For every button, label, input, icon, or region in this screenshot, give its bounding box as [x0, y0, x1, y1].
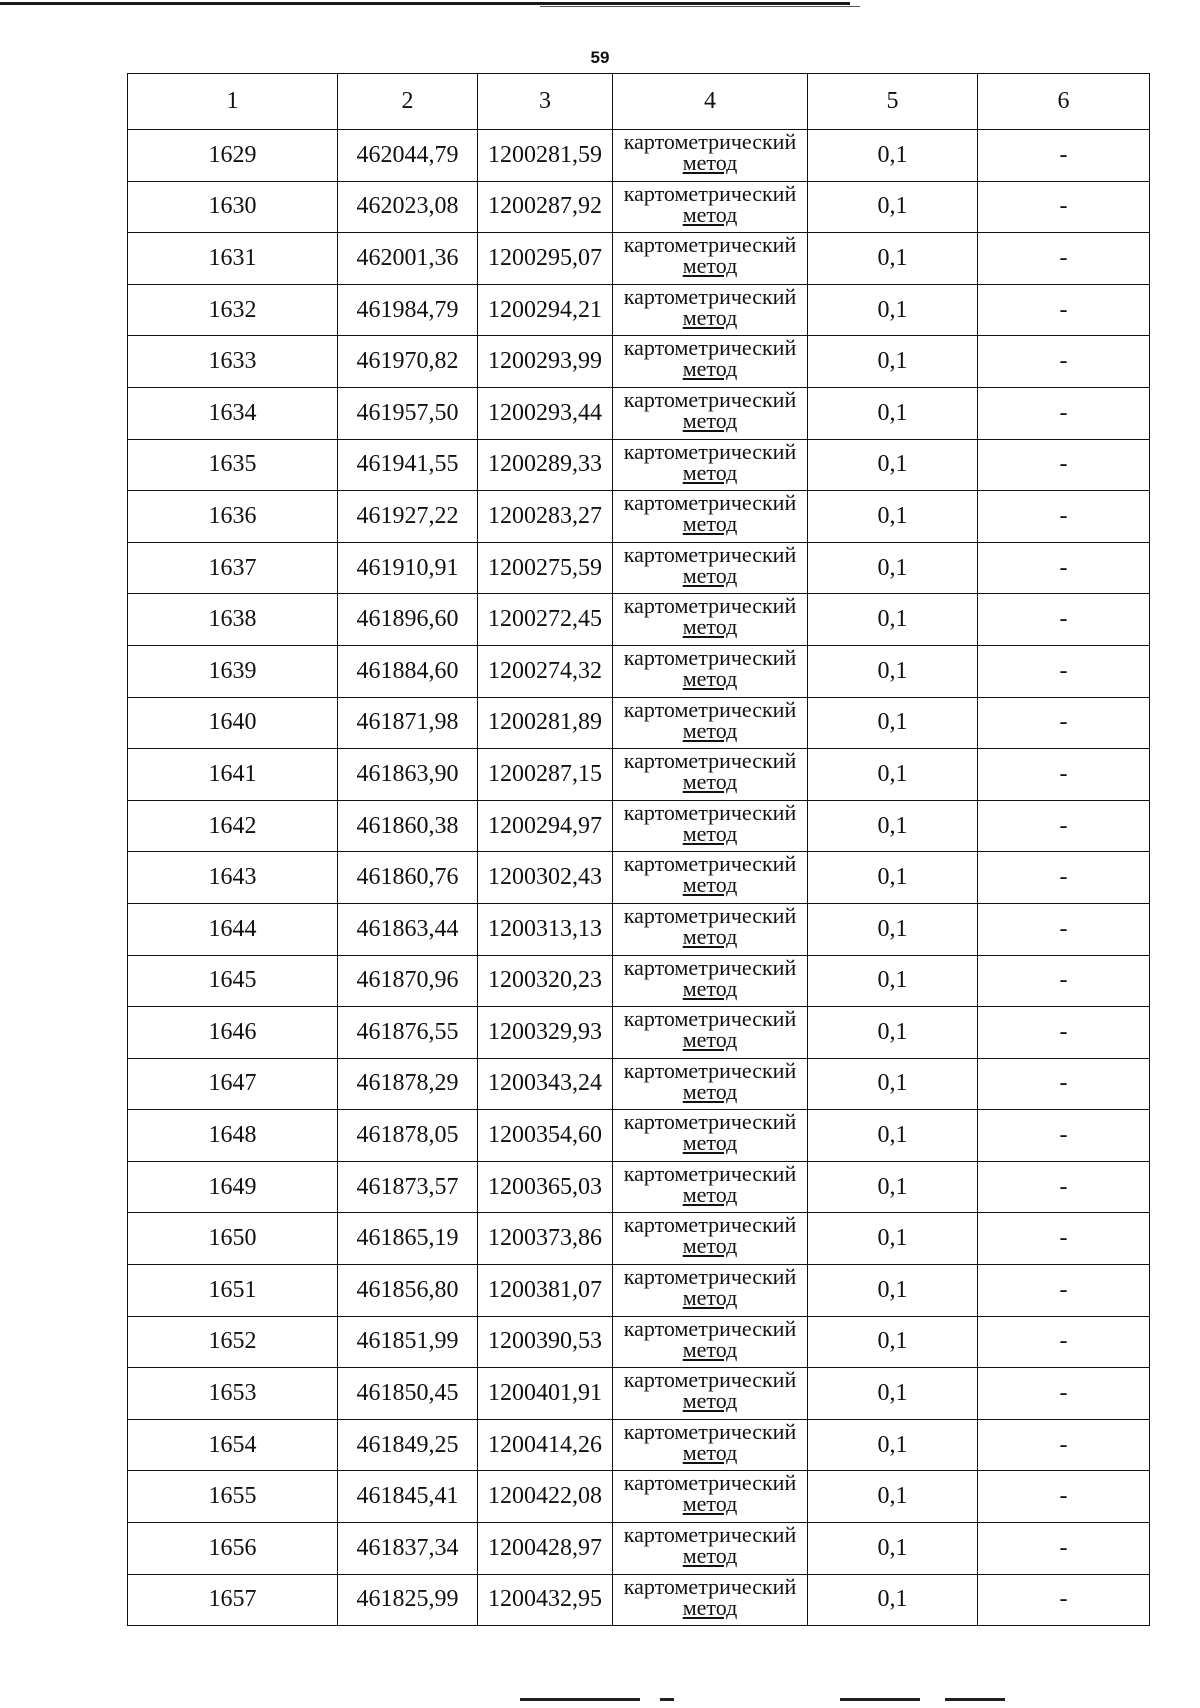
method-text-line2: метод	[682, 872, 738, 898]
table-row	[128, 1574, 1150, 1626]
note-cell: -	[978, 439, 1150, 491]
accuracy-cell: 0,1	[808, 1523, 978, 1575]
table-row	[128, 1471, 1150, 1523]
method-text-line2: метод	[682, 1078, 738, 1104]
table-row	[128, 439, 1150, 491]
method-cell	[613, 1058, 808, 1110]
method-cell	[613, 439, 808, 491]
point-number-cell: 1657	[128, 1574, 338, 1626]
method-text-line1: картометрический	[623, 1058, 797, 1083]
note-cell: -	[978, 852, 1150, 904]
coordinate-x-cell: 461970,82	[338, 336, 478, 388]
method-text-line1: картометрический	[623, 955, 797, 980]
coordinate-x-cell: 461873,57	[338, 1161, 478, 1213]
table-row	[128, 697, 1150, 749]
method-text-line2: метод	[682, 304, 738, 330]
note-cell: -	[978, 903, 1150, 955]
coordinate-x-cell: 461863,44	[338, 903, 478, 955]
point-number-cell: 1647	[128, 1058, 338, 1110]
method-text-line2: метод	[682, 253, 738, 279]
coordinate-x-cell: 461876,55	[338, 1007, 478, 1059]
note-cell: -	[978, 181, 1150, 233]
note-cell: -	[978, 1368, 1150, 1420]
accuracy-cell: 0,1	[808, 1471, 978, 1523]
column-header: 5	[808, 74, 978, 130]
column-header: 6	[978, 74, 1150, 130]
table-row	[128, 181, 1150, 233]
point-number-cell: 1642	[128, 800, 338, 852]
column-header: 1	[128, 74, 338, 130]
table-row	[128, 1368, 1150, 1420]
method-text-line1: картометрический	[623, 284, 797, 309]
method-text-line1: картометрический	[623, 1161, 797, 1186]
accuracy-cell: 0,1	[808, 645, 978, 697]
point-number-cell: 1641	[128, 749, 338, 801]
note-cell: -	[978, 1523, 1150, 1575]
method-text-line1: картометрический	[623, 1367, 797, 1393]
method-text-line2: метод	[682, 1491, 738, 1517]
table-row	[128, 800, 1150, 852]
method-text-line1: картометрический	[623, 1522, 797, 1548]
coordinate-x-cell: 461941,55	[338, 439, 478, 491]
table-row	[128, 1316, 1150, 1368]
scan-edge-mark-bottom	[520, 1698, 640, 1701]
point-number-cell: 1638	[128, 594, 338, 646]
accuracy-cell: 0,1	[808, 749, 978, 801]
method-text-line1: картометрический	[623, 1574, 797, 1599]
method-cell	[613, 233, 808, 285]
accuracy-cell: 0,1	[808, 233, 978, 285]
coordinate-y-cell: 1200354,60	[478, 1110, 613, 1162]
accuracy-cell: 0,1	[808, 284, 978, 336]
table-row	[128, 645, 1150, 697]
coordinate-x-cell: 461871,98	[338, 697, 478, 749]
method-text-line2: метод	[682, 614, 738, 640]
method-cell	[613, 749, 808, 801]
point-number-cell: 1643	[128, 852, 338, 904]
coordinate-x-cell: 461860,38	[338, 800, 478, 852]
coordinate-x-cell: 461910,91	[338, 542, 478, 594]
coordinate-x-cell: 461984,79	[338, 284, 478, 336]
method-text-line2: метод	[682, 1285, 738, 1311]
note-cell: -	[978, 1471, 1150, 1523]
table-row	[128, 1523, 1150, 1575]
method-cell	[613, 1523, 808, 1575]
method-cell	[613, 1161, 808, 1213]
coordinate-y-cell: 1200287,15	[478, 749, 613, 801]
accuracy-cell: 0,1	[808, 181, 978, 233]
method-text-line1: картометрический	[623, 1316, 797, 1341]
point-number-cell: 1639	[128, 645, 338, 697]
coordinate-x-cell: 461860,76	[338, 852, 478, 904]
coordinate-y-cell: 1200302,43	[478, 852, 613, 904]
point-number-cell: 1646	[128, 1007, 338, 1059]
method-text-line1: картометрический	[623, 439, 797, 464]
coordinate-y-cell: 1200293,44	[478, 387, 613, 439]
accuracy-cell: 0,1	[808, 1007, 978, 1059]
method-cell	[613, 1368, 808, 1420]
note-cell: -	[978, 542, 1150, 594]
coordinate-y-cell: 1200275,59	[478, 542, 613, 594]
method-cell	[613, 1110, 808, 1162]
table-row	[128, 749, 1150, 801]
coordinate-x-cell: 461878,29	[338, 1058, 478, 1110]
note-cell: -	[978, 1007, 1150, 1059]
coordinate-y-cell: 1200289,33	[478, 439, 613, 491]
method-text-line1: картометрический	[623, 387, 797, 412]
coordinate-x-cell: 461927,22	[338, 491, 478, 543]
method-cell	[613, 955, 808, 1007]
coordinate-y-cell: 1200365,03	[478, 1161, 613, 1213]
method-cell	[613, 336, 808, 388]
point-number-cell: 1630	[128, 181, 338, 233]
method-text-line1: картометрический	[623, 490, 797, 516]
accuracy-cell: 0,1	[808, 800, 978, 852]
note-cell: -	[978, 1265, 1150, 1317]
note-cell: -	[978, 1058, 1150, 1110]
method-text-line1: картометрический	[623, 1212, 797, 1238]
coordinate-x-cell: 461896,60	[338, 594, 478, 646]
note-cell: -	[978, 955, 1150, 1007]
coordinate-y-cell: 1200293,99	[478, 336, 613, 388]
coordinate-y-cell: 1200274,32	[478, 645, 613, 697]
scan-edge-mark-bottom	[945, 1698, 1005, 1701]
method-text-line1: картометрический	[623, 542, 797, 567]
method-text-line2: метод	[682, 150, 738, 175]
coordinate-x-cell: 461870,96	[338, 955, 478, 1007]
coordinate-x-cell: 461845,41	[338, 1471, 478, 1523]
method-text-line1: картометрический	[623, 1109, 797, 1135]
accuracy-cell: 0,1	[808, 1316, 978, 1368]
method-cell	[613, 697, 808, 749]
column-header: 2	[338, 74, 478, 130]
accuracy-cell: 0,1	[808, 336, 978, 388]
method-text-line2: метод	[682, 975, 738, 1001]
point-number-cell: 1634	[128, 387, 338, 439]
method-cell	[613, 1316, 808, 1368]
accuracy-cell: 0,1	[808, 697, 978, 749]
point-number-cell: 1651	[128, 1265, 338, 1317]
method-text-line2: метод	[682, 820, 738, 846]
table-row	[128, 1007, 1150, 1059]
note-cell: -	[978, 284, 1150, 336]
coordinate-y-cell: 1200390,53	[478, 1316, 613, 1368]
accuracy-cell: 0,1	[808, 491, 978, 543]
table-row	[128, 1213, 1150, 1265]
note-cell: -	[978, 336, 1150, 388]
method-cell	[613, 903, 808, 955]
method-text-line1: картометрический	[623, 181, 797, 206]
method-text-line1: картометрический	[623, 1470, 797, 1496]
method-cell	[613, 284, 808, 336]
method-text-line2: метод	[682, 1336, 738, 1362]
table-row	[128, 491, 1150, 543]
table-row	[128, 284, 1150, 336]
point-number-cell: 1632	[128, 284, 338, 336]
note-cell: -	[978, 1574, 1150, 1626]
point-number-cell: 1645	[128, 955, 338, 1007]
method-cell	[613, 491, 808, 543]
method-text-line1: картометрический	[623, 800, 797, 825]
point-number-cell: 1636	[128, 491, 338, 543]
accuracy-cell: 0,1	[808, 903, 978, 955]
accuracy-cell: 0,1	[808, 1110, 978, 1162]
method-cell	[613, 1574, 808, 1626]
method-text-line2: метод	[682, 1233, 738, 1259]
method-text-line2: метод	[682, 769, 738, 795]
coordinate-y-cell: 1200294,97	[478, 800, 613, 852]
table-row	[128, 903, 1150, 955]
accuracy-cell: 0,1	[808, 1213, 978, 1265]
method-text-line2: метод	[682, 201, 738, 227]
accuracy-cell: 0,1	[808, 1161, 978, 1213]
scan-edge-line-top-thin	[540, 6, 860, 7]
table-row	[128, 1161, 1150, 1213]
accuracy-cell: 0,1	[808, 1058, 978, 1110]
table-row	[128, 955, 1150, 1007]
note-cell: -	[978, 800, 1150, 852]
method-text-line2: метод	[682, 407, 738, 433]
method-cell	[613, 181, 808, 233]
point-number-cell: 1656	[128, 1523, 338, 1575]
method-cell	[613, 387, 808, 439]
method-cell	[613, 1007, 808, 1059]
table-row	[128, 233, 1150, 285]
method-text-line2: метод	[682, 1439, 738, 1465]
coordinate-x-cell: 461957,50	[338, 387, 478, 439]
method-text-line2: метод	[682, 1130, 738, 1156]
method-text-line2: метод	[682, 511, 738, 537]
accuracy-cell: 0,1	[808, 542, 978, 594]
point-number-cell: 1644	[128, 903, 338, 955]
method-cell	[613, 1471, 808, 1523]
coordinate-y-cell: 1200281,89	[478, 697, 613, 749]
method-text-line2: метод	[682, 717, 738, 743]
accuracy-cell: 0,1	[808, 1265, 978, 1317]
table-row	[128, 594, 1150, 646]
coordinate-x-cell: 461825,99	[338, 1574, 478, 1626]
table-row	[128, 387, 1150, 439]
method-cell	[613, 542, 808, 594]
note-cell: -	[978, 387, 1150, 439]
accuracy-cell: 0,1	[808, 439, 978, 491]
method-text-line1: картометрический	[623, 645, 797, 670]
point-number-cell: 1635	[128, 439, 338, 491]
method-text-line1: картометрический	[623, 1006, 797, 1032]
point-number-cell: 1649	[128, 1161, 338, 1213]
column-header: 4	[613, 74, 808, 130]
coordinate-x-cell: 461849,25	[338, 1419, 478, 1471]
point-number-cell: 1653	[128, 1368, 338, 1420]
method-text-line1: картометрический	[623, 593, 797, 619]
point-number-cell: 1631	[128, 233, 338, 285]
method-cell	[613, 1419, 808, 1471]
note-cell: -	[978, 233, 1150, 285]
table-row	[128, 1110, 1150, 1162]
point-number-cell: 1640	[128, 697, 338, 749]
coordinate-y-cell: 1200381,07	[478, 1265, 613, 1317]
method-cell	[613, 852, 808, 904]
method-text-line2: метод	[682, 1543, 738, 1569]
coordinate-y-cell: 1200414,26	[478, 1419, 613, 1471]
accuracy-cell: 0,1	[808, 130, 978, 182]
table-row	[128, 130, 1150, 182]
accuracy-cell: 0,1	[808, 852, 978, 904]
coordinate-x-cell: 461863,90	[338, 749, 478, 801]
method-text-line1: картометрический	[623, 851, 797, 877]
coordinate-x-cell: 461850,45	[338, 1368, 478, 1420]
point-number-cell: 1652	[128, 1316, 338, 1368]
method-cell	[613, 594, 808, 646]
coordinate-y-cell: 1200281,59	[478, 130, 613, 182]
table-row	[128, 1419, 1150, 1471]
table-row	[128, 1058, 1150, 1110]
method-cell	[613, 1213, 808, 1265]
note-cell: -	[978, 749, 1150, 801]
column-header: 3	[478, 74, 613, 130]
point-number-cell: 1648	[128, 1110, 338, 1162]
coordinate-y-cell: 1200422,08	[478, 1471, 613, 1523]
accuracy-cell: 0,1	[808, 1419, 978, 1471]
coordinate-y-cell: 1200313,13	[478, 903, 613, 955]
point-number-cell: 1654	[128, 1419, 338, 1471]
method-text-line2: метод	[682, 562, 738, 588]
note-cell: -	[978, 491, 1150, 543]
note-cell: -	[978, 594, 1150, 646]
point-number-cell: 1637	[128, 542, 338, 594]
coordinate-y-cell: 1200287,92	[478, 181, 613, 233]
coordinate-x-cell: 461865,19	[338, 1213, 478, 1265]
table-row	[128, 542, 1150, 594]
method-text-line2: метод	[682, 1181, 738, 1207]
table-row	[128, 336, 1150, 388]
accuracy-cell: 0,1	[808, 1574, 978, 1626]
scan-edge-line-top	[0, 2, 850, 5]
coordinate-y-cell: 1200343,24	[478, 1058, 613, 1110]
point-number-cell: 1629	[128, 130, 338, 182]
method-text-line2: метод	[682, 356, 738, 382]
scan-edge-mark-bottom	[660, 1698, 674, 1701]
coordinate-y-cell: 1200272,45	[478, 594, 613, 646]
table-row	[128, 852, 1150, 904]
method-text-line1: картометрический	[623, 129, 797, 154]
note-cell: -	[978, 1213, 1150, 1265]
accuracy-cell: 0,1	[808, 594, 978, 646]
note-cell: -	[978, 1419, 1150, 1471]
coordinate-x-cell: 462044,79	[338, 130, 478, 182]
coordinate-y-cell: 1200283,27	[478, 491, 613, 543]
accuracy-cell: 0,1	[808, 1368, 978, 1420]
method-cell	[613, 800, 808, 852]
coordinate-x-cell: 461837,34	[338, 1523, 478, 1575]
method-cell	[613, 1265, 808, 1317]
coordinate-y-cell: 1200329,93	[478, 1007, 613, 1059]
note-cell: -	[978, 645, 1150, 697]
coordinate-x-cell: 461856,80	[338, 1265, 478, 1317]
coordinate-y-cell: 1200295,07	[478, 233, 613, 285]
note-cell: -	[978, 1316, 1150, 1368]
coordinate-y-cell: 1200401,91	[478, 1368, 613, 1420]
method-cell	[613, 645, 808, 697]
method-text-line1: картометрический	[623, 748, 797, 774]
method-text-line1: картометрический	[623, 232, 797, 258]
method-text-line2: метод	[682, 1388, 738, 1414]
method-cell	[613, 130, 808, 182]
method-text-line1: картометрический	[623, 1264, 797, 1290]
note-cell: -	[978, 1161, 1150, 1213]
method-text-line1: картометрический	[623, 335, 797, 361]
method-text-line2: метод	[682, 665, 738, 691]
coordinate-x-cell: 462023,08	[338, 181, 478, 233]
accuracy-cell: 0,1	[808, 955, 978, 1007]
point-number-cell: 1655	[128, 1471, 338, 1523]
method-text-line2: метод	[682, 1027, 738, 1053]
coordinate-x-cell: 461878,05	[338, 1110, 478, 1162]
accuracy-cell: 0,1	[808, 387, 978, 439]
coordinate-x-cell: 461851,99	[338, 1316, 478, 1368]
coordinate-x-cell: 462001,36	[338, 233, 478, 285]
note-cell: -	[978, 697, 1150, 749]
method-text-line2: метод	[682, 923, 738, 949]
note-cell: -	[978, 1110, 1150, 1162]
coordinate-y-cell: 1200432,95	[478, 1574, 613, 1626]
coordinates-table	[127, 73, 1150, 1626]
note-cell: -	[978, 130, 1150, 182]
table-row	[128, 1265, 1150, 1317]
coordinates-table-container	[127, 73, 1149, 1626]
point-number-cell: 1650	[128, 1213, 338, 1265]
method-text-line2: метод	[682, 1594, 738, 1620]
point-number-cell: 1633	[128, 336, 338, 388]
method-text-line1: картометрический	[623, 1419, 797, 1444]
page-number: 59	[590, 48, 610, 67]
method-text-line1: картометрический	[623, 697, 797, 722]
scan-edge-mark-bottom	[840, 1698, 920, 1701]
coordinate-y-cell: 1200428,97	[478, 1523, 613, 1575]
coordinate-x-cell: 461884,60	[338, 645, 478, 697]
coordinate-y-cell: 1200320,23	[478, 955, 613, 1007]
table-header-row	[128, 74, 1150, 130]
method-text-line2: метод	[682, 459, 738, 485]
coordinate-y-cell: 1200294,21	[478, 284, 613, 336]
method-text-line1: картометрический	[623, 903, 797, 928]
coordinate-y-cell: 1200373,86	[478, 1213, 613, 1265]
